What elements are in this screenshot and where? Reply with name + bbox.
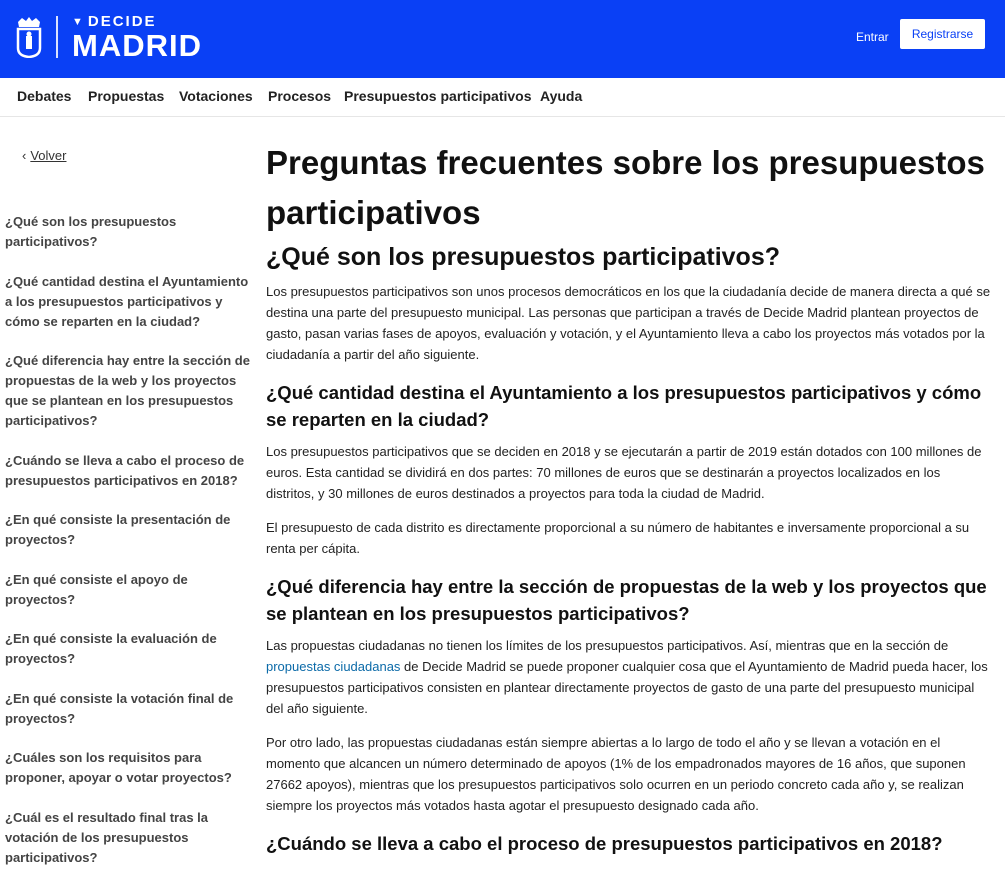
sidebar-item-resultado-final[interactable]: ¿Cuál es el resultado final tras la votación de los presupuestos participativos?	[5, 809, 209, 865]
nav-item-procesos[interactable]: Procesos	[268, 88, 332, 104]
sidebar-item-cuando[interactable]: ¿Cuándo se lleva a cabo el proceso de presupuestos participativos en 2018?	[5, 452, 245, 488]
sidebar-item-apoyo[interactable]: ¿En qué consiste el apoyo de proyectos?	[5, 571, 188, 607]
section-heading-cantidad: ¿Qué cantidad destina el Ayuntamiento a los presupuestos participativos y cómo se reparten en la ciudad?	[266, 382, 982, 430]
nav-item-propuestas[interactable]: Propuestas	[88, 88, 165, 104]
nav-item-votaciones[interactable]: Votaciones	[179, 88, 253, 104]
section-paragraph: Los presupuestos participativos que se deciden en 2018 y se ejecutarán a partir de 2019 están dotados con 100 millones de euros. Esta cantidad se dividirá en dos partes: 70 millones de euros que se destinarán a proyectos localizados en los distritos, y 30 millones de euros destinados a proyectos para toda la ciudad de Madrid.	[266, 444, 982, 501]
nav-item-debates[interactable]: Debates	[17, 88, 72, 104]
section-heading-diferencia: ¿Qué diferencia hay entre la sección de propuestas de la web y los proyectos que se plantean en los presupuestos participativos?	[266, 576, 987, 624]
logo-madrid-text: MADRID	[72, 28, 202, 63]
nav-item-ayuda[interactable]: Ayuda	[540, 88, 583, 104]
section-heading-cuando: ¿Cuándo se lleva a cabo el proceso de presupuestos participativos en 2018?	[266, 833, 943, 854]
madrid-shield-icon[interactable]	[16, 16, 42, 58]
back-link[interactable]	[22, 148, 66, 163]
paragraph-text: Las propuestas ciudadanas no tienen los límites de los presupuestos participativos. Así, mientras que en la sección de	[266, 638, 949, 653]
logo-decide-text: DECIDE	[87, 13, 157, 30]
section-paragraph	[266, 635, 991, 719]
section-paragraph: Los presupuestos participativos son unos procesos democráticos en los que la ciudadanía decide de manera directa a qué se destina una parte del presupuesto municipal. Las personas que participan a través de Decide Madrid plantean proyectos de gasto, pasan varias fases de apoyos, evaluación y votación, y el Ayuntamiento lleva a cabo los proyectos más votados por la ciudadanía a partir del año siguiente.	[266, 284, 991, 362]
logo-divider	[56, 16, 58, 58]
register-button[interactable]: Registrarse	[900, 19, 985, 49]
section-paragraph: El presupuesto de cada distrito es directamente proporcional a su número de habitantes e inversamente proporcional a su renta per cápita.	[266, 520, 970, 556]
page-title: Preguntas frecuentes sobre los presupuestos participativos	[266, 144, 985, 231]
nav-item-presupuestos-participativos[interactable]: Presupuestos participativos	[344, 88, 532, 104]
faq-content	[266, 138, 991, 865]
decide-madrid-logo[interactable]	[72, 14, 202, 61]
triangle-icon: ▼	[72, 16, 85, 28]
sidebar-item-requisitos[interactable]: ¿Cuáles son los requisitos para proponer, apoyar o votar proyectos?	[5, 750, 232, 785]
chevron-left-icon: ‹	[22, 148, 27, 163]
site-header	[0, 0, 1005, 78]
main-navigation	[0, 78, 1005, 117]
sidebar-item-que-son[interactable]: ¿Qué son los presupuestos participativos?	[5, 214, 177, 249]
faq-index-sidebar	[5, 212, 255, 887]
sidebar-item-evaluacion[interactable]: ¿En qué consiste la evaluación de proyectos?	[5, 631, 217, 666]
sidebar-item-votacion-final[interactable]: ¿En qué consiste la votación final de proyectos?	[5, 690, 234, 726]
sidebar-item-presentacion[interactable]: ¿En qué consiste la presentación de proyectos?	[5, 512, 231, 547]
section-heading-que-son: ¿Qué son los presupuestos participativos?	[266, 243, 780, 271]
propuestas-ciudadanas-link[interactable]: propuestas ciudadanas	[266, 659, 401, 674]
section-paragraph: Por otro lado, las propuestas ciudadanas están siempre abiertas a lo largo de todo el año y se llevan a votación en el momento que alcancen un número determinado de apoyos (1% de los empadronados mayores de 16 años, que suponen 27662 apoyos), mientras que los presupuestos participativos solo ocurren en un periodo concreto cada año y, se realizan siempre los proyectos más votados hasta agotar el presupuesto designado cada año.	[266, 735, 966, 813]
sidebar-item-cantidad[interactable]: ¿Qué cantidad destina el Ayuntamiento a los presupuestos participativos y cómo se reparten en la ciudad?	[5, 273, 249, 329]
back-link-label: Volver	[30, 148, 67, 163]
sidebar-item-diferencia[interactable]: ¿Qué diferencia hay entre la sección de propuestas de la web y los proyectos que se plantean en los presupuestos participativos?	[5, 353, 250, 428]
login-link[interactable]: Entrar	[856, 30, 889, 44]
paragraph-text: de Decide Madrid se puede proponer cualquier cosa que el Ayuntamiento de Madrid pueda hacer, los presupuestos participativos consisten en plantear directamente proyectos de gasto de una parte del presupuesto municipal del año siguiente.	[266, 659, 988, 716]
